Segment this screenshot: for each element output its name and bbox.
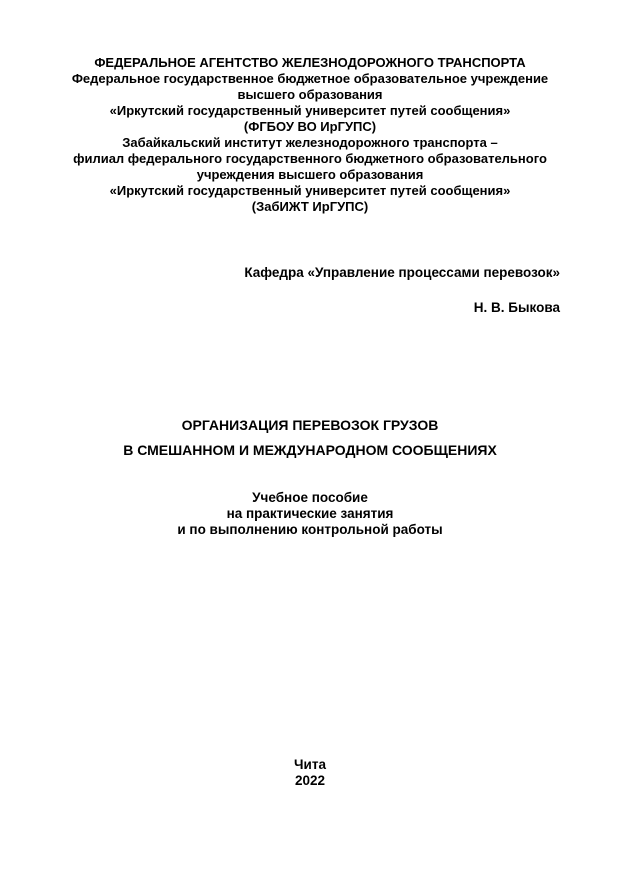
header-line: (ФГБОУ ВО ИрГУПС) <box>243 119 377 134</box>
document-title <box>0 413 620 463</box>
publication-footer <box>0 757 620 789</box>
publication-city: Чита <box>294 757 326 772</box>
institution-header <box>40 55 580 215</box>
title-line-1: ОРГАНИЗАЦИЯ ПЕРЕВОЗОК ГРУЗОВ <box>181 417 439 433</box>
header-line: ФЕДЕРАЛЬНОЕ АГЕНТСТВО ЖЕЛЕЗНОДОРОЖНОГО ТРАНСПОРТА <box>94 55 526 70</box>
title-line-2: В СМЕШАННОМ И МЕЖДУНАРОДНОМ СООБЩЕНИЯХ <box>123 442 497 458</box>
subtitle-line-3: и по выполнению контрольной работы <box>177 522 443 537</box>
header-line: Забайкальский институт железнодорожного транспорта – <box>122 135 498 150</box>
author-name: Н. В. Быкова <box>473 300 560 315</box>
publication-year: 2022 <box>294 773 326 788</box>
header-line: «Иркутский государственный университет путей сообщения» <box>109 103 511 118</box>
header-line: Федеральное государственное бюджетное образовательное учреждение <box>71 71 549 86</box>
header-line: (ЗабИЖТ ИрГУПС) <box>251 199 369 214</box>
header-line: учреждения высшего образования <box>196 167 424 182</box>
header-line: «Иркутский государственный университет путей сообщения» <box>109 183 511 198</box>
subtitle-line-2: на практические занятия <box>226 506 394 521</box>
header-line: филиал федерального государственного бюджетного образовательного <box>73 151 547 166</box>
header-line: высшего образования <box>237 87 383 102</box>
document-subtitle <box>0 490 620 538</box>
department-name: Кафедра «Управление процессами перевозок» <box>244 265 560 280</box>
subtitle-line-1: Учебное пособие <box>252 490 368 505</box>
